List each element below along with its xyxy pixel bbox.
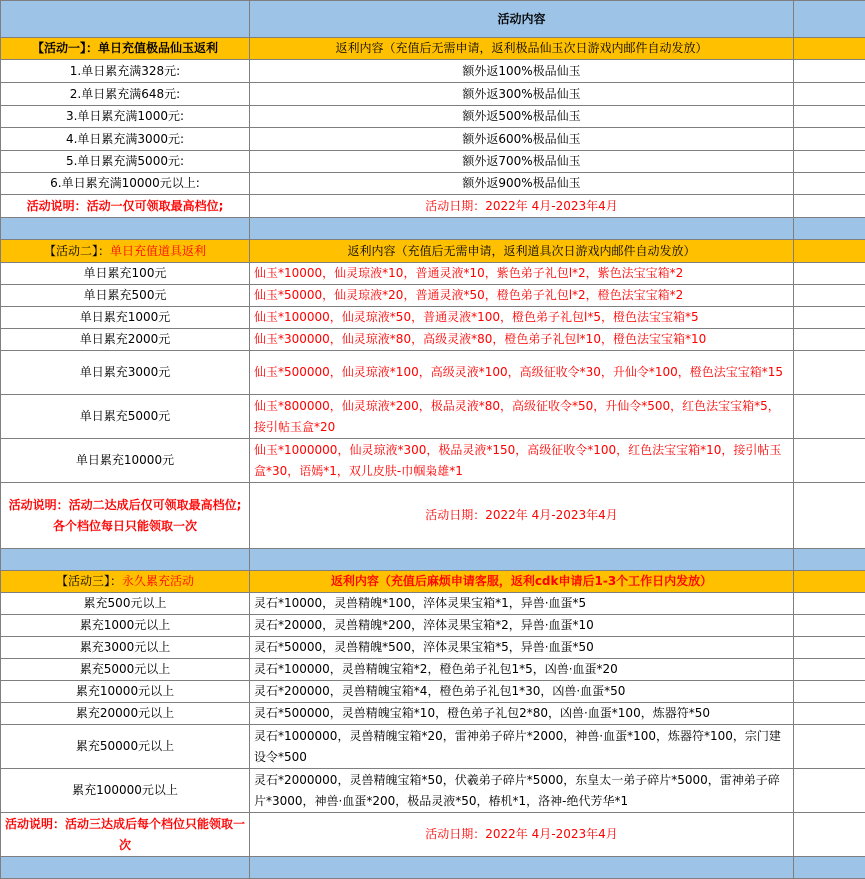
- table-row: [1, 571, 865, 593]
- table-cell: 仙玉*1000000，仙灵琼液*300，极品灵液*150，高级征收令*100，红色法宝宝箱*10，接引帖玉盒*30，语嫣*1，双儿皮肤-巾帼枭雄*1: [250, 439, 794, 483]
- empty-cell: [794, 725, 865, 769]
- empty-cell: [794, 128, 865, 151]
- table-cell: 单日累充10000元: [1, 439, 250, 483]
- activity2-note: [1, 483, 250, 549]
- empty-cell: [794, 1, 865, 38]
- table-row: [1, 173, 865, 195]
- empty-cell: [794, 240, 865, 263]
- activity2-date: 活动日期：2022年 4月-2023年4月: [250, 483, 794, 549]
- text-segment: 单日充值道具返利: [110, 244, 206, 258]
- activity3-title: [1, 571, 250, 593]
- table-row: [1, 307, 865, 329]
- empty-cell: [794, 38, 865, 60]
- empty-cell: [250, 549, 794, 571]
- table-row: [1, 329, 865, 351]
- activity2-title: [1, 240, 250, 263]
- table-row: [1, 128, 865, 151]
- table-row: [1, 549, 865, 571]
- table-cell: 额外返100%极品仙玉: [250, 60, 794, 83]
- table-cell: 灵石*100000，灵兽精魄宝箱*2，橙色弟子礼包1*5，凶兽·血蛋*20: [250, 659, 794, 681]
- table-cell: 3.单日累充满1000元:: [1, 106, 250, 128]
- empty-cell: [794, 329, 865, 351]
- activity3-note: 活动说明：活动三达成后每个档位只能领取一次: [1, 813, 250, 857]
- empty-cell: [794, 263, 865, 285]
- table-cell: 仙玉*800000，仙灵琼液*200，极品灵液*80，高级征收令*50，升仙令*500，红色法宝宝箱*5，接引帖玉盒*20: [250, 395, 794, 439]
- table-row: [1, 483, 865, 549]
- table-row: [1, 151, 865, 173]
- table-cell: 额外返900%极品仙玉: [250, 173, 794, 195]
- table-row: [1, 240, 865, 263]
- text-segment: 【活动一】：: [32, 41, 98, 55]
- table-cell: 仙玉*100000，仙灵琼液*50，普通灵液*100，橙色弟子礼包l*5，橙色法宝宝箱*5: [250, 307, 794, 329]
- table-cell: 灵石*1000000，灵兽精魄宝箱*20，雷神弟子碎片*2000，神兽·血蛋*100，炼器符*100，宗门建设令*500: [250, 725, 794, 769]
- activity1-date: 活动日期：2022年 4月-2023年4月: [250, 195, 794, 218]
- table-row: [1, 813, 865, 857]
- table-row: [1, 439, 865, 483]
- activity1-note: 活动说明：活动一仅可领取最高档位;: [1, 195, 250, 218]
- empty-cell: [794, 549, 865, 571]
- table-cell: 1.单日累充满328元:: [1, 60, 250, 83]
- text-segment: 【活动二】：: [44, 244, 110, 258]
- empty-cell: [794, 151, 865, 173]
- empty-cell: [1, 1, 250, 38]
- text-segment: 各个档位每日只能领取一次: [5, 516, 245, 537]
- activity3-rebate-header: 返利内容（充值后麻烦申请客服，返利cdk申请后1-3个工作日内发放）: [250, 571, 794, 593]
- table-cell: 累充100000元以上: [1, 769, 250, 813]
- empty-cell: [794, 593, 865, 615]
- table-cell: 累充1000元以上: [1, 615, 250, 637]
- table-cell: 灵石*200000，灵兽精魄宝箱*4，橙色弟子礼包1*30，凶兽·血蛋*50: [250, 681, 794, 703]
- table-row: [1, 593, 865, 615]
- table-cell: 额外返700%极品仙玉: [250, 151, 794, 173]
- empty-cell: [794, 285, 865, 307]
- table-cell: 灵石*20000，灵兽精魄*200，淬体灵果宝箱*2，异兽·血蛋*10: [250, 615, 794, 637]
- empty-cell: [1, 218, 250, 240]
- table-cell: 累充5000元以上: [1, 659, 250, 681]
- table-row: [1, 263, 865, 285]
- table-row: [1, 1, 865, 38]
- empty-cell: [794, 637, 865, 659]
- empty-cell: [794, 857, 865, 879]
- table-cell: 累充3000元以上: [1, 637, 250, 659]
- table-row: [1, 857, 865, 879]
- empty-cell: [250, 218, 794, 240]
- table-row: [1, 218, 865, 240]
- table-row: [1, 769, 865, 813]
- empty-cell: [794, 173, 865, 195]
- text-segment: 【活动三】：: [56, 574, 122, 588]
- table-cell: 额外返500%极品仙玉: [250, 106, 794, 128]
- text-segment: 活动说明：活动二达成后仅可领取最高档位;: [5, 495, 245, 516]
- table-row: [1, 60, 865, 83]
- page-title: 活动内容: [250, 1, 794, 38]
- table-row: [1, 351, 865, 395]
- table-row: [1, 195, 865, 218]
- table-row: [1, 106, 865, 128]
- table-cell: 灵石*50000，灵兽精魄*500，淬体灵果宝箱*5，异兽·血蛋*50: [250, 637, 794, 659]
- table-row: [1, 83, 865, 106]
- table-cell: 灵石*10000，灵兽精魄*100，淬体灵果宝箱*1，异兽·血蛋*5: [250, 593, 794, 615]
- table-cell: 仙玉*300000，仙灵琼液*80，高级灵液*80，橙色弟子礼包l*10，橙色法宝宝箱*10: [250, 329, 794, 351]
- table-cell: 单日累充3000元: [1, 351, 250, 395]
- empty-cell: [794, 195, 865, 218]
- table-cell: 单日累充500元: [1, 285, 250, 307]
- table-row: [1, 395, 865, 439]
- empty-cell: [794, 659, 865, 681]
- table-cell: 累充500元以上: [1, 593, 250, 615]
- empty-cell: [794, 351, 865, 395]
- table-row: [1, 615, 865, 637]
- empty-cell: [794, 769, 865, 813]
- table-row: [1, 659, 865, 681]
- activity3-date: 活动日期：2022年 4月-2023年4月: [250, 813, 794, 857]
- table-cell: 单日累充1000元: [1, 307, 250, 329]
- table-cell: 单日累充2000元: [1, 329, 250, 351]
- table-cell: 累充20000元以上: [1, 703, 250, 725]
- empty-cell: [250, 857, 794, 879]
- activity2-rebate-header: 返利内容（充值后无需申请，返利道具次日游戏内邮件自动发放）: [250, 240, 794, 263]
- table-cell: 仙玉*50000，仙灵琼液*20，普通灵液*50，橙色弟子礼包l*2，橙色法宝宝箱*2: [250, 285, 794, 307]
- table-cell: 单日累充100元: [1, 263, 250, 285]
- text-segment: 单日充值极品仙玉返利: [98, 41, 218, 55]
- empty-cell: [794, 483, 865, 549]
- table-cell: 仙玉*500000，仙灵琼液*100，高级灵液*100，高级征收令*30，升仙令*100，橙色法宝宝箱*15: [250, 351, 794, 395]
- table-cell: 额外返600%极品仙玉: [250, 128, 794, 151]
- empty-cell: [794, 106, 865, 128]
- table-row: [1, 703, 865, 725]
- table-cell: 灵石*2000000，灵兽精魄宝箱*50，伏羲弟子碎片*5000，东皇太一弟子碎片*5000，雷神弟子碎片*3000，神兽·血蛋*200，极品灵液*50，椿机*1，洛神-绝代芳华*1: [250, 769, 794, 813]
- text-segment: 永久累充活动: [122, 574, 194, 588]
- table-cell: 累充10000元以上: [1, 681, 250, 703]
- empty-cell: [794, 218, 865, 240]
- empty-cell: [1, 857, 250, 879]
- table-cell: 6.单日累充满10000元以上:: [1, 173, 250, 195]
- table-cell: 2.单日累充满648元:: [1, 83, 250, 106]
- empty-cell: [794, 83, 865, 106]
- table-cell: 4.单日累充满3000元:: [1, 128, 250, 151]
- activity1-rebate-header: 返利内容（充值后无需申请，返利极品仙玉次日游戏内邮件自动发放）: [250, 38, 794, 60]
- empty-cell: [794, 813, 865, 857]
- table-row: [1, 681, 865, 703]
- table-cell: 额外返300%极品仙玉: [250, 83, 794, 106]
- empty-cell: [794, 703, 865, 725]
- table-cell: 单日累充5000元: [1, 395, 250, 439]
- table-cell: 累充50000元以上: [1, 725, 250, 769]
- empty-cell: [794, 60, 865, 83]
- empty-cell: [794, 439, 865, 483]
- empty-cell: [794, 571, 865, 593]
- table-row: [1, 38, 865, 60]
- empty-cell: [1, 549, 250, 571]
- empty-cell: [794, 307, 865, 329]
- table-cell: 灵石*500000，灵兽精魄宝箱*10，橙色弟子礼包2*80，凶兽·血蛋*100，炼器符*50: [250, 703, 794, 725]
- activity1-title: [1, 38, 250, 60]
- table-row: [1, 285, 865, 307]
- empty-cell: [794, 395, 865, 439]
- empty-cell: [794, 681, 865, 703]
- empty-cell: [794, 615, 865, 637]
- table-row: [1, 637, 865, 659]
- table-cell: 5.单日累充满5000元:: [1, 151, 250, 173]
- table-cell: 仙玉*10000，仙灵琼液*10，普通灵液*10，紫色弟子礼包l*2，紫色法宝宝箱*2: [250, 263, 794, 285]
- table-row: [1, 725, 865, 769]
